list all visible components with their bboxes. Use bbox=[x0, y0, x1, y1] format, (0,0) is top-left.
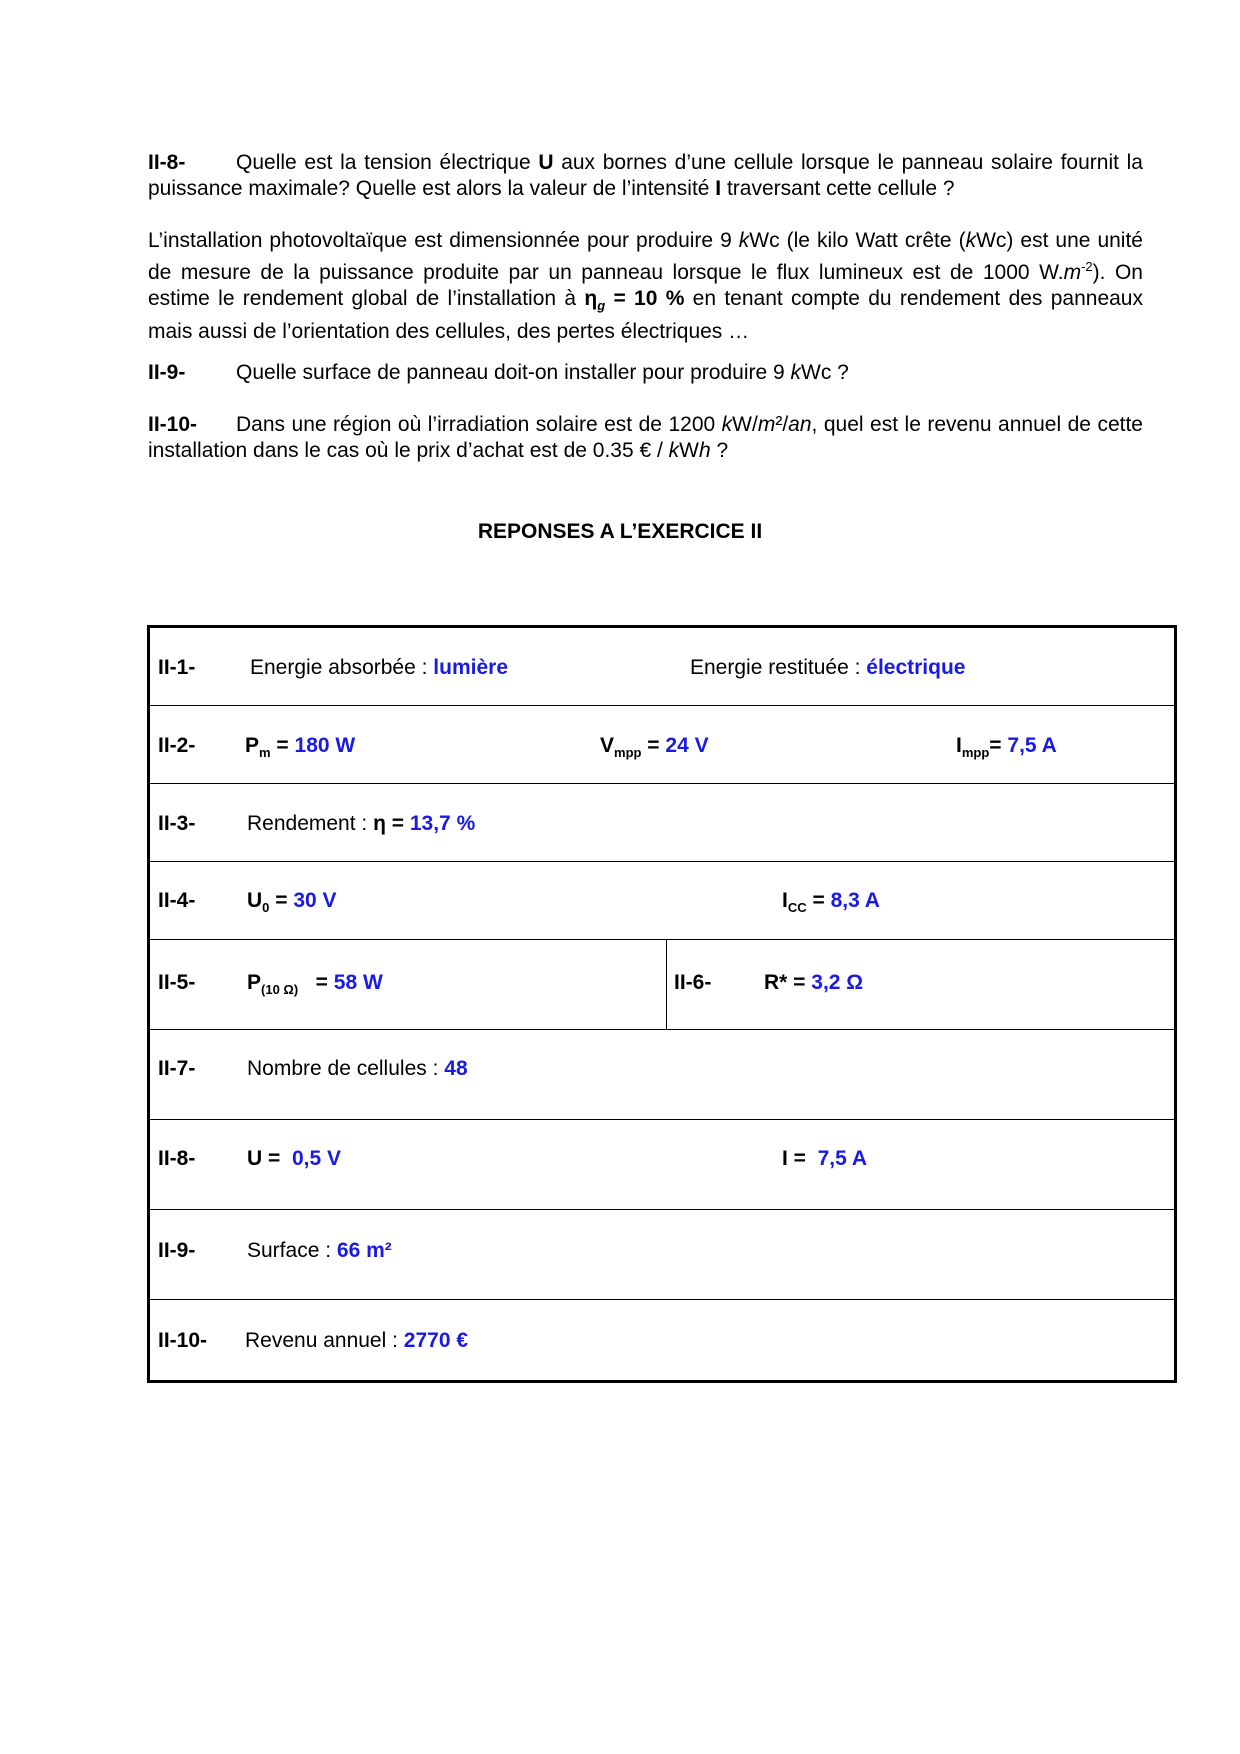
answer-row-ii-7: II-7- Nombre de cellules : 48 bbox=[150, 1030, 1174, 1120]
question-ii-9: II-9- Quelle surface de panneau doit-on installer pour produire 9 kWc ? bbox=[148, 361, 849, 384]
u-value: 0,5 V bbox=[291, 1147, 341, 1170]
u0-value: 30 V bbox=[293, 889, 337, 912]
icc-value: 8,3 A bbox=[830, 889, 880, 912]
row-number: II-9- bbox=[158, 1239, 196, 1262]
answer-row-ii-9: II-9- Surface : 66 m² bbox=[150, 1210, 1174, 1300]
row-number: II-10- bbox=[158, 1329, 208, 1352]
row-number: II-1- bbox=[158, 656, 196, 679]
p10-value: 58 W bbox=[333, 971, 383, 994]
installation-paragraph: L’installation photovoltaïque est dimensionnée pour produire 9 kWc (le kilo Watt crête (kWc) est une unité de mesure de la puissance produite par un panneau lorsque le flux lumineux est de 1000 $W.m^{-2}$). On estime le rendement global de l’installation à $\eta_g = 10$ % en tenant compte du rendement des panneaux mais aussi de l’orientation des cellules, des pertes électriques … bbox=[148, 229, 1143, 343]
row-number: II-3- bbox=[158, 812, 196, 835]
cell-count-value: 48 bbox=[444, 1057, 468, 1080]
annual-revenue-value: 2770 € bbox=[403, 1329, 469, 1352]
answer-row-ii-3: II-3- Rendement : η = 13,7 % bbox=[150, 784, 1174, 862]
row-number: II-5- bbox=[158, 971, 196, 994]
row-number: II-8- bbox=[158, 1147, 196, 1170]
energy-restored-value: électrique bbox=[866, 656, 966, 679]
question-ii-10: II-10- Dans une région où l’irradiation solaire est de 1200 kW/m²/an, quel est le revenu annuel de cette installation dans le cas où le prix d’achat est de 0.35 € / kWh ? bbox=[148, 413, 1143, 462]
answers-heading: REPONSES A L’EXERCICE II bbox=[477, 520, 763, 543]
question-number: II-8- bbox=[148, 151, 186, 174]
row-number: II-7- bbox=[158, 1057, 196, 1080]
vmpp-value: 24 V bbox=[665, 734, 709, 757]
surface-value: 66 m² bbox=[336, 1239, 392, 1262]
impp-value: 7,5 A bbox=[1007, 734, 1057, 757]
answer-row-ii-4: II-4- $U_0 = 30$ V $I_{CC} = 8,3$ A bbox=[150, 862, 1174, 940]
question-ii-8: II-8- Quelle est la tension électrique U aux bornes d’une cellule lorsque le panneau solaire fournit la puissance maximale? Quelle est alors la valeur de l’intensité I traversant cette cellule ? bbox=[148, 151, 1143, 200]
column-divider bbox=[666, 940, 667, 1029]
r-star-value: 3,2 Ω bbox=[811, 971, 864, 994]
answer-row-ii-1: II-1- Energie absorbée : lumière Energie restituée : électrique bbox=[150, 628, 1174, 706]
answer-row-ii-10: II-10- Revenu annuel : 2770 € bbox=[158, 1329, 469, 1352]
row-number: II-2- bbox=[158, 734, 196, 757]
row-number: II-6- bbox=[674, 971, 712, 994]
efficiency-value: 13,7 % bbox=[409, 812, 476, 835]
question-number: II-9- bbox=[148, 361, 186, 384]
pm-value: 180 W bbox=[294, 734, 356, 757]
answer-row-ii-2: II-2- $P_m = 180$ W $V_{mpp} = 24$ V $I_{mpp}= 7,5$ A bbox=[150, 706, 1174, 784]
answer-row-ii-5-6: II-5- $P_{(10 \Omega)} = 58$ W II-6- R* = 3,2 Ω bbox=[150, 940, 1174, 1030]
i-value: 7,5 A bbox=[817, 1147, 868, 1170]
question-number: II-10- bbox=[148, 413, 198, 436]
answer-row-ii-8: II-8- U = 0,5 V I = 7,5 A bbox=[150, 1120, 1174, 1210]
row-number: II-4- bbox=[158, 889, 196, 912]
energy-absorbed-value: lumière bbox=[433, 656, 508, 679]
answers-table bbox=[147, 625, 1177, 1383]
